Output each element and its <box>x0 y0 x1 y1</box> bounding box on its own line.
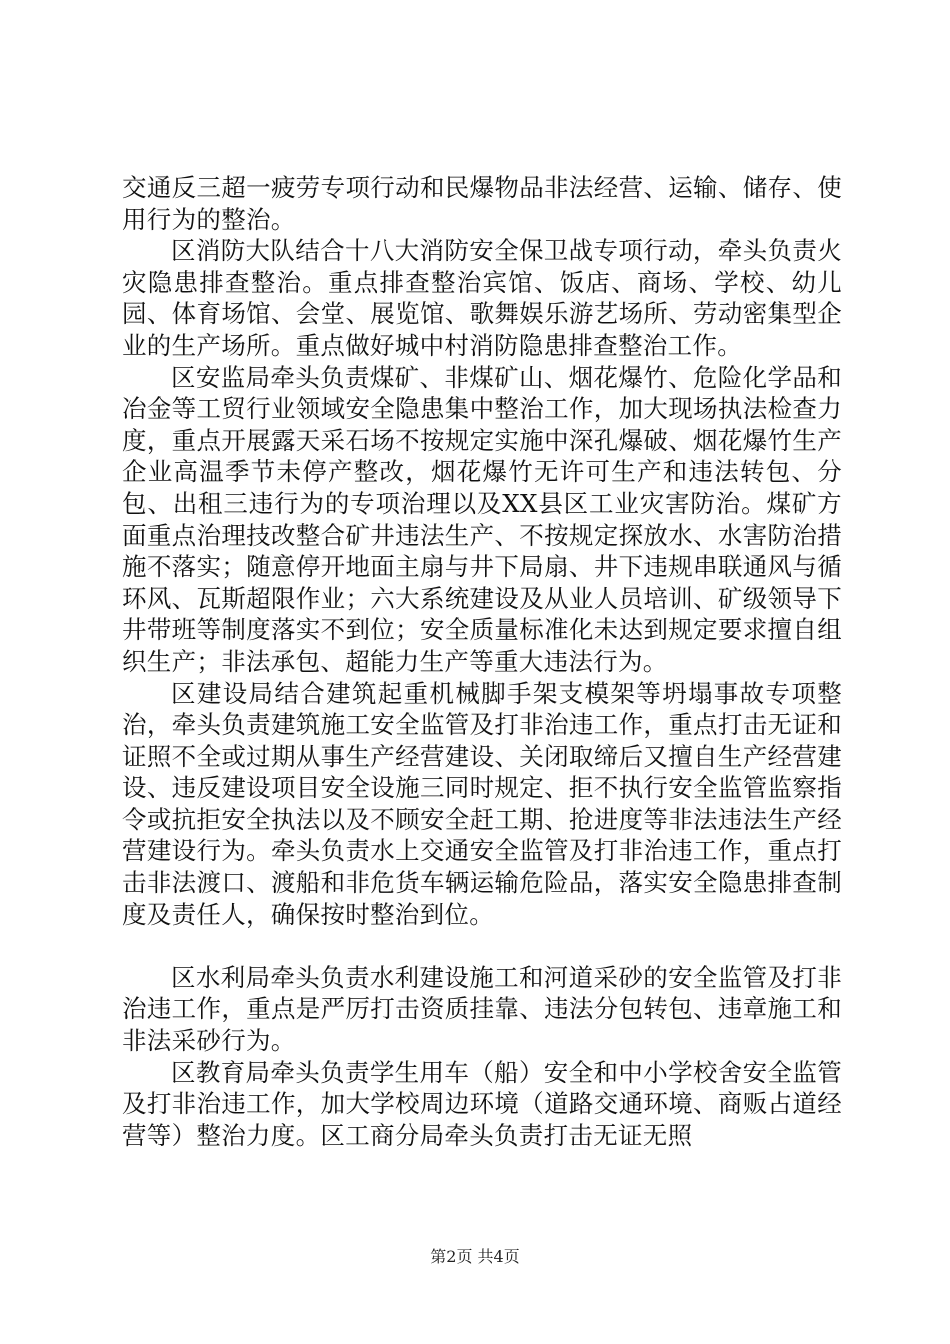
document-body <box>122 172 842 1151</box>
paragraph-safety-bureau: 区安监局牵头负责煤矿、非煤矿山、烟花爆竹、危险化学品和冶金等工贸行业领域安全隐患集中整治工作，加大现场执法检查力度，重点开展露天采石场不按规定实施中深孔爆破、烟花爆竹生产企业高温季节未停产整改，烟花爆竹无许可生产和违法转包、分包、出租三违行为的专项治理以及XX县区工业灾害防治。煤矿方面重点治理技改整合矿井违法生产、不按规定探放水、水害防治措施不落实；随意停开地面主扇与井下局扇、井下违规串联通风与循环风、瓦斯超限作业；六大系统建设及从业人员培训、矿级领导下井带班等制度落实不到位；安全质量标准化未达到规定要求擅自组织生产；非法承包、超能力生产等重大违法行为。 <box>122 362 842 676</box>
paragraph-education-bureau: 区教育局牵头负责学生用车（船）安全和中小学校舍安全监管及打非治违工作，加大学校周边环境（道路交通环境、商贩占道经营等）整治力度。区工商分局牵头负责打击无证无照 <box>122 1057 842 1150</box>
paragraph-construction-bureau: 区建设局结合建筑起重机械脚手架支模架等坍塌事故专项整治，牵头负责建筑施工安全监管及打非治违工作，重点打击无证和证照不全或过期从事生产经营建设、关闭取缔后又擅自生产经营建设、违反建设项目安全设施三同时规定、拒不执行安全监管监察指令或抗拒安全执法以及不顾安全赶工期、抢进度等非法违法生产经营建设行为。牵头负责水上交通安全监管及打非治违工作，重点打击非法渡口、渡船和非危货车辆运输危险品，落实安全隐患排查制度及责任人，确保按时整治到位。 <box>122 678 842 929</box>
page-footer: 第2页 共4页 <box>430 1247 520 1266</box>
paragraph-spacer <box>122 930 842 962</box>
paragraph-fire-brigade: 区消防大队结合十八大消防安全保卫战专项行动，牵头负责火灾隐患排查整治。重点排查整治宾馆、饭店、商场、学校、幼儿园、体育场馆、会堂、展览馆、歌舞娱乐游艺场所、劳动密集型企业的生产场所。重点做好城中村消防隐患排查整治工作。 <box>122 236 842 360</box>
paragraph-water-bureau: 区水利局牵头负责水利建设施工和河道采砂的安全监管及打非治违工作，重点是严厉打击资质挂靠、违法分包转包、违章施工和非法采砂行为。 <box>122 962 842 1056</box>
paragraph-continuation: 交通反三超一疲劳专项行动和民爆物品非法经营、运输、储存、使用行为的整治。 <box>122 173 842 234</box>
